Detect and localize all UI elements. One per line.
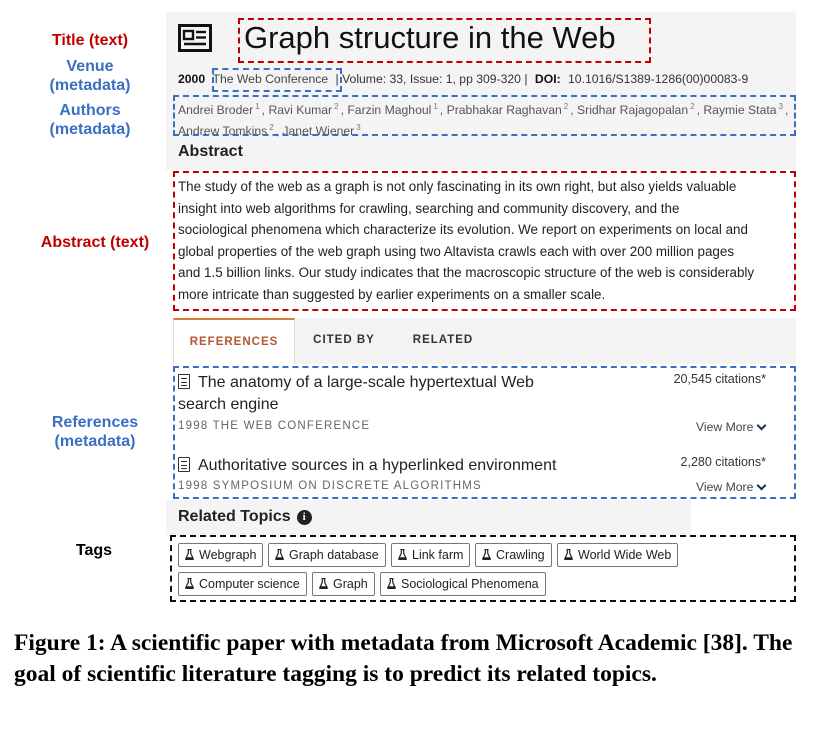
label-venue-line2: (metadata) [49, 77, 131, 94]
doi-label: DOI: [534, 72, 561, 86]
author-affiliation: 3 [356, 123, 361, 133]
flask-icon [564, 549, 573, 560]
label-authors [20, 101, 160, 139]
tab-cited-by[interactable]: CITED BY [313, 334, 375, 346]
tab-bar [173, 318, 796, 364]
author-name[interactable]: Janet Wiener [282, 124, 355, 139]
flask-icon [185, 578, 194, 589]
label-references-line2: (metadata) [54, 433, 136, 450]
paper-icon [178, 24, 212, 52]
abstract-line: global properties of the web graph using two Altavista crawls each with over 200 million pages [178, 243, 735, 259]
abstract-line: sociological phenomena which characterize its evolution. We report on experiments on local and [178, 222, 748, 237]
author-name[interactable]: Andrew Tomkins [178, 124, 268, 139]
label-venue-line1: Venue [66, 58, 114, 75]
venue-line [178, 72, 748, 86]
label-abstract: Abstract (text) [40, 234, 150, 251]
view-more-button[interactable]: View More [696, 420, 765, 434]
chevron-down-icon [757, 421, 767, 431]
reference-meta: 1998 SYMPOSIUM ON DISCRETE ALGORITHMS [178, 480, 482, 492]
authors-list [178, 98, 798, 140]
abstract-heading: Abstract [178, 143, 243, 160]
author-name[interactable]: Andrei Broder [178, 103, 254, 118]
chevron-down-icon [757, 481, 767, 491]
author-affiliation: 2 [334, 102, 339, 111]
reference-title[interactable]: Authoritative sources in a hyperlinked environment [178, 455, 790, 477]
topic-tag[interactable]: Computer science [178, 572, 307, 596]
related-topics-heading: Related Topics i [178, 508, 312, 526]
flask-icon [275, 549, 284, 560]
author-name[interactable]: Raymie Stata [703, 103, 777, 118]
author-separator: , [275, 124, 283, 139]
topic-tag[interactable]: Crawling [475, 543, 552, 567]
author-name[interactable]: Ravi Kumar [268, 103, 333, 118]
abstract-line: more intricate than suggested by earlier experiments on a smaller scale. [178, 286, 606, 302]
paper-doi[interactable]: 10.1016/S1389-1286(00)00083-9 [568, 72, 749, 86]
topic-tag[interactable]: Link farm [391, 543, 470, 567]
label-authors-line1: Authors [59, 102, 121, 119]
author-separator: , [439, 103, 447, 118]
author-name[interactable]: Prabhakar Raghavan [446, 103, 562, 118]
topic-tag[interactable]: World Wide Web [557, 543, 678, 567]
label-title: Title (text) [51, 32, 129, 49]
citation-count: 2,280 citations* [680, 455, 766, 469]
topic-tag[interactable]: Graph [312, 572, 375, 596]
flask-icon [398, 549, 407, 560]
tab-related[interactable]: RELATED [412, 334, 474, 346]
author-separator: , [696, 103, 704, 118]
document-icon [178, 457, 190, 472]
paper-venue[interactable]: The Web Conference [212, 72, 329, 86]
abstract-line: The study of the web as a graph is not only fascinating in its own right, but also yields valuable [178, 179, 737, 194]
paper-year: 2000 [178, 72, 206, 86]
author-name[interactable]: Farzin Maghoul [347, 103, 432, 118]
label-references-line1: References [51, 414, 139, 431]
label-venue [20, 57, 160, 95]
author-separator: , [570, 103, 577, 118]
document-icon [178, 374, 190, 389]
flask-icon [319, 578, 328, 589]
flask-icon [185, 549, 194, 560]
author-affiliation: 2 [269, 123, 274, 133]
label-references [20, 413, 170, 451]
label-authors-line2: (metadata) [49, 121, 131, 138]
flask-icon [482, 549, 491, 560]
abstract-text [178, 176, 796, 305]
topic-tag[interactable]: Webgraph [178, 543, 263, 567]
topic-tag[interactable]: Graph database [268, 543, 386, 567]
abstract-line: and 1.5 billion links. Our study indicates that the macroscopic structure of the web is considerably [178, 265, 755, 280]
label-tags: Tags [75, 542, 113, 559]
info-icon[interactable]: i [297, 510, 312, 525]
citation-count: 20,545 citations* [673, 372, 766, 386]
view-more-button[interactable]: View More [696, 480, 765, 494]
flask-icon [387, 578, 396, 589]
tab-references[interactable]: REFERENCES [173, 318, 295, 364]
figure-caption: Figure 1: A scientific paper with metadata from Microsoft Academic [38]. The goal of scientific literature tagging is to predict its related topics. [14, 630, 793, 687]
reference-meta: 1998 THE WEB CONFERENCE [178, 420, 371, 432]
author-affiliation: 1 [433, 102, 438, 111]
author-affiliation: 1 [255, 102, 260, 111]
author-separator: , [784, 103, 789, 118]
reference-title[interactable]: The anatomy of a large-scale hypertextual Web search engine [178, 374, 534, 413]
author-affiliation: 2 [563, 102, 569, 111]
author-affiliation: 2 [690, 102, 695, 111]
author-separator: , [340, 103, 348, 118]
topic-tag[interactable]: Sociological Phenomena [380, 572, 546, 596]
abstract-line: insight into web algorithms for crawling, searching and community discovery, and the [178, 200, 680, 216]
author-name[interactable]: Sridhar Rajagopalan [577, 103, 689, 118]
paper-details: | Volume: 33, Issue: 1, pp 309-320 | [335, 72, 528, 86]
paper-title[interactable]: Graph structure in the Web [244, 20, 616, 55]
author-affiliation: 3 [778, 102, 783, 111]
author-separator: , [261, 103, 269, 118]
